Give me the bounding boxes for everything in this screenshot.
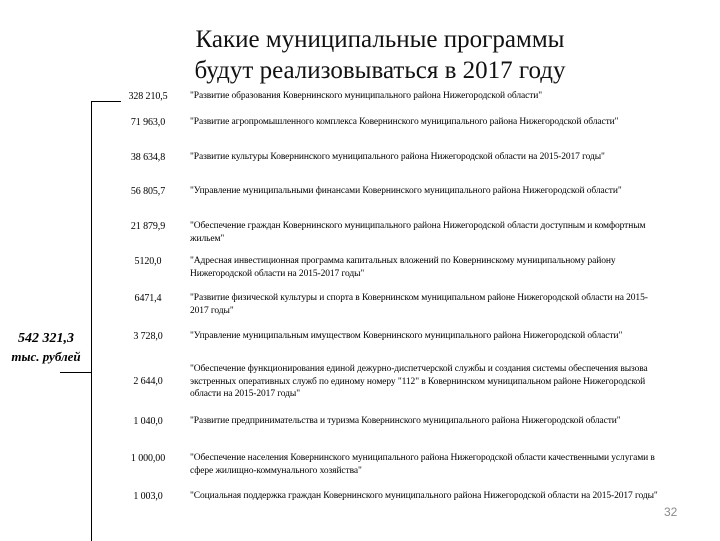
program-value: 71 963,0 xyxy=(130,117,166,128)
program-value: 3 728,0 xyxy=(133,331,163,342)
program-row xyxy=(118,490,663,504)
program-row xyxy=(118,116,663,130)
program-name: "Развитие агропромышленного комплекса Ковернинского муниципального района Нижегородской области" xyxy=(190,117,619,127)
program-name: "Развитие физической культуры и спорта в Ковернинском муниципальном районе Нижегородской области на 2015-2017 годы" xyxy=(190,293,648,316)
bracket-total-line xyxy=(60,372,91,373)
program-name: "Развитие предпринимательства и туризма Ковернинского муниципального района Нижегородской области" xyxy=(190,416,621,426)
program-name: "Обеспечение граждан Ковернинского муниципального района Нижегородской области доступным и комфортным жильем" xyxy=(190,221,646,244)
program-row xyxy=(118,415,663,429)
program-value: 56 805,7 xyxy=(130,186,166,197)
program-value: 1 000,00 xyxy=(130,453,166,464)
title-line-2: будут реализовываться в 2017 году xyxy=(194,57,566,84)
program-row xyxy=(118,185,663,199)
program-value: 21 879,9 xyxy=(130,221,166,232)
program-row xyxy=(118,220,663,245)
bracket-vertical-line xyxy=(91,101,92,541)
program-row xyxy=(118,151,663,165)
program-name: "Управление муниципальным имуществом Ковернинского муниципального района Нижегородской области" xyxy=(190,331,623,341)
program-name: "Социальная поддержка граждан Ковернинского муниципального района Нижегородской области на 2015-2017 годы" xyxy=(190,491,658,501)
slide-title xyxy=(150,24,610,86)
program-row xyxy=(118,292,663,317)
program-name: "Развитие культуры Ковернинского муниципального района Нижегородской области на 2015-2017 годы" xyxy=(190,152,605,162)
program-row xyxy=(118,363,663,401)
program-name: "Адресная инвестиционная программа капитальных вложений по Ковернинскому муниципальному району Нижегородской области на 2015-2017 годы" xyxy=(190,256,616,279)
page-number: 32 xyxy=(664,505,678,519)
title-line-1: Какие муниципальные программы xyxy=(195,26,565,53)
program-value: 328 210,5 xyxy=(128,91,168,102)
program-name: "Развитие образования Ковернинского муниципального района Нижегородской области" xyxy=(190,91,543,101)
program-value: 1 040,0 xyxy=(133,416,163,427)
program-name: "Обеспечение населения Ковернинского муниципального района Нижегородской области качественными услугами в сфере жилищно-коммунального хозяйства" xyxy=(190,453,655,476)
total-budget xyxy=(2,330,90,366)
program-row xyxy=(118,255,663,280)
program-value: 5120,0 xyxy=(134,256,162,267)
total-amount: 542 321,3 xyxy=(18,331,74,346)
total-unit: тыс. рублей xyxy=(11,349,81,364)
program-name: "Обеспечение функционирования единой дежурно-диспетчерской службы и создания системы обеспечения вызова экстренных оперативных служб по единому номеру "112" в Ковернинском муниципальном районе Нижегородской области на 2015-2017 годы" xyxy=(190,364,648,399)
program-value: 6471,4 xyxy=(134,293,162,304)
program-row xyxy=(118,330,663,344)
program-value: 38 634,8 xyxy=(130,152,166,163)
program-value: 1 003,0 xyxy=(133,491,163,502)
program-name: "Управление муниципальными финансами Ковернинского муниципального района Нижегородской области" xyxy=(190,186,622,196)
program-row xyxy=(118,452,663,477)
bracket-top-line xyxy=(91,101,121,102)
program-row xyxy=(118,90,663,104)
program-value: 2 644,0 xyxy=(133,376,163,387)
